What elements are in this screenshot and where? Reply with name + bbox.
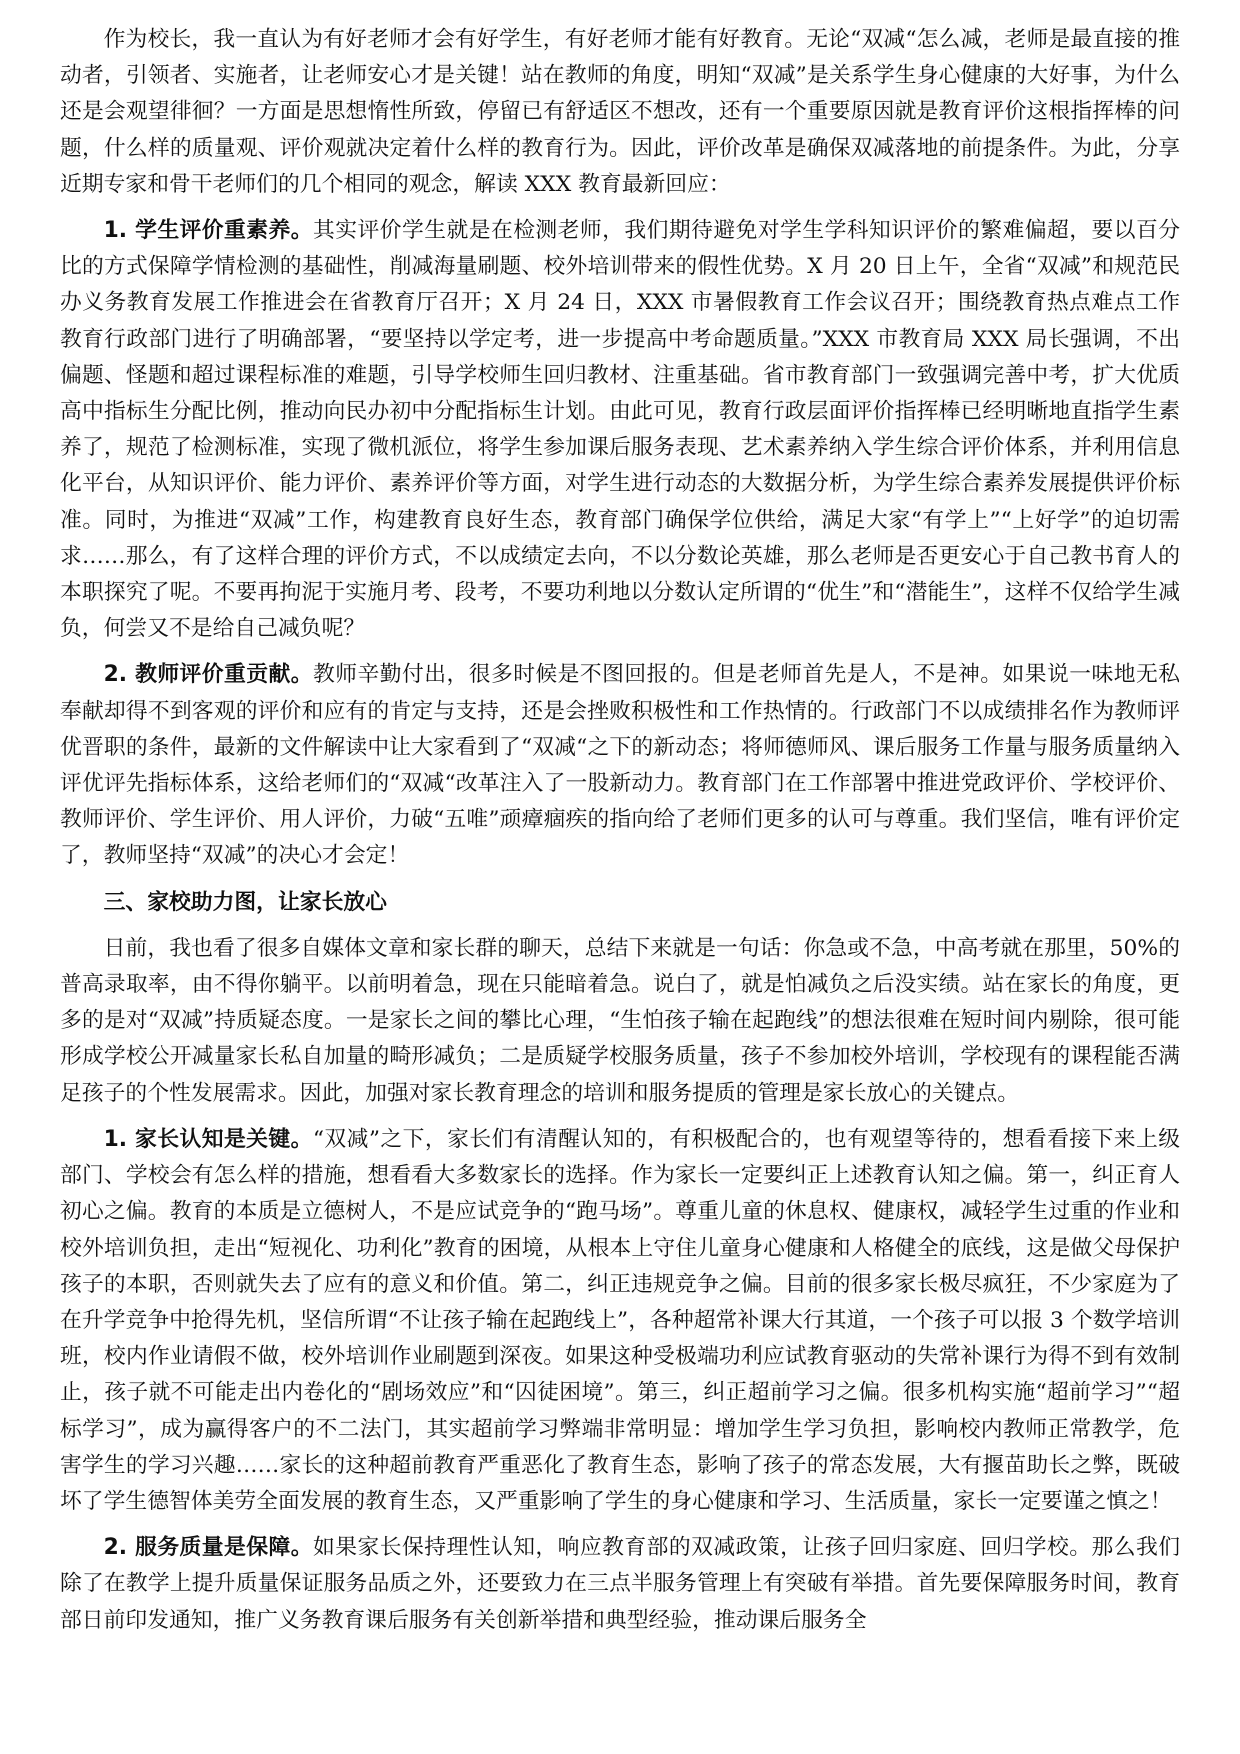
paragraph-lead: 1. 家长认知是关键。 bbox=[103, 1126, 313, 1152]
service-quality-paragraph bbox=[60, 1530, 1180, 1639]
student-evaluation-paragraph bbox=[60, 213, 1180, 647]
section-heading: 三、家校助力图，让家长放心 bbox=[103, 889, 387, 915]
paragraph-lead: 2. 教师评价重贡献。 bbox=[103, 662, 314, 688]
parent-cognition-paragraph bbox=[60, 1122, 1180, 1520]
parents-intro-paragraph bbox=[60, 931, 1180, 1112]
paragraph-text: “双减”之下，家长们有清醒认知的，有积极配合的，也有观望等待的，想看看接下来上级部门、学校会有怎么样的措施，想看看大多数家长的选择。作为家长一定要纠正上述教育认知之偏。第一，纠正育人初心之偏。教育的本质是立德树人，不是应试竞争的“跑马场”。尊重儿童的休息权、健康权，减轻学生过重的作业和校外培训负担，走出“短视化、功利化”教育的困境，从根本上守住儿童身心健康和人格健全的底线，这是做父母保护孩子的本职，否则就失去了应有的意义和价值。第二，纠正违规竞争之偏。目前的很多家长极尽疯狂，不少家庭为了在升学竞争中抢得先机，坚信所谓“不让孩子输在起跑线上”，各种超常补课大行其道，一个孩子可以报 3 个数学培训班，校内作业请假不做，校外培训作业刷题到深夜。如果这种受极端功利应试教育驱动的失常补课行为得不到有效制止，孩子就不可能走出内卷化的“剧场效应”和“囚徒困境”。第三，纠正超前学习之偏。很多机构实施“超前学习”“超标学习”，成为赢得客户的不二法门，其实超前学习弊端非常明显：增加学生学习负担，影响校内教师正常教学，危害学生的学习兴趣……家长的这种超前教育严重恶化了教育生态，影响了孩子的常态发展，大有揠苗助长之弊，既破坏了学生德智体美劳全面发展的教育生态，又严重影响了学生的身心健康和学习、生活质量，家长一定要谨之慎之！ bbox=[60, 1126, 1180, 1514]
paragraph-lead: 2. 服务质量是保障。 bbox=[103, 1535, 314, 1561]
intro-paragraph bbox=[60, 22, 1180, 203]
teacher-evaluation-paragraph bbox=[60, 657, 1180, 874]
paragraph-text: 日前，我也看了很多自媒体文章和家长群的聊天，总结下来就是一句话：你急或不急，中高考就在那里，50%的普高录取率，由不得你躺平。以前明着急，现在只能暗着急。说白了，就是怕减负之后没实绩。站在家长的角度，更多的是对“双减”持质疑态度。一是家长之间的攀比心理，“生怕孩子输在起跑线”的想法很难在短时间内剔除，很可能形成学校公开减量家长私自加量的畸形减负；二是质疑学校服务质量，孩子不参加校外培训，学校现有的课程能否满足孩子的个性发展需求。因此，加强对家长教育理念的培训和服务提质的管理是家长放心的关键点。 bbox=[60, 935, 1180, 1106]
document-page bbox=[60, 22, 1180, 1649]
paragraph-lead: 1. 学生评价重素养。 bbox=[103, 218, 314, 244]
paragraph-text: 作为校长，我一直认为有好老师才会有好学生，有好老师才能有好教育。无论“双减“怎么减，老师是最直接的推动者，引领者、实施者，让老师安心才是关键！站在教师的角度，明知“双减”是关系学生身心健康的大好事，为什么还是会观望徘徊？一方面是思想惰性所致，停留已有舒适区不想改，还有一个重要原因就是教育评价这根指挥棒的问题，什么样的质量观、评价观就决定着什么样的教育行为。因此，评价改革是确保双减落地的前提条件。为此，分享近期专家和骨干老师们的几个相同的观念，解读 XXX 教育最新回应： bbox=[60, 27, 1180, 197]
paragraph-text: 其实评价学生就是在检测老师，我们期待避免对学生学科知识评价的繁难偏超，要以百分比的方式保障学情检测的基础性，削减海量刷题、校外培训带来的假性优势。X 月 20 日上午，全省“双减”和规范民办义务教育发展工作推进会在省教育厅召开；X 月 24 日，XXX 市暑假教育工作会议召开；围绕教育热点难点工作教育行政部门进行了明确部署，“要坚持以学定考，进一步提高中考命题质量。”XXX 市教育局 XXX 局长强调，不出偏题、怪题和超过课程标准的难题，引导学校师生回归教材、注重基础。省市教育部门一致强调完善中考，扩大优质高中指标生分配比例，推动向民办初中分配指标生计划。由此可见，教育行政层面评价指挥棒已经明晰地直指学生素养了，规范了检测标准，实现了微机派位，将学生参加课后服务表现、艺术素养纳入学生综合评价体系，并利用信息化平台，从知识评价、能力评价、素养评价等方面，对学生进行动态的大数据分析，为学生综合素养发展提供评价标准。同时，为推进“双减”工作，构建教育良好生态，教育部门确保学位供给，满足大家“有学上”“上好学”的迫切需求……那么，有了这样合理的评价方式，不以成绩定去向，不以分数论英雄，那么老师是否更安心于自己教书育人的本职探究了呢。不要再拘泥于实施月考、段考，不要功利地以分数认定所谓的“优生”和“潜能生”，这样不仅给学生减负，何尝又不是给自己减负呢？ bbox=[60, 218, 1180, 642]
paragraph-text: 如果家长保持理性认知，响应教育部的双减政策，让孩子回归家庭、回归学校。那么我们除了在教学上提升质量保证服务品质之外，还要致力在三点半服务管理上有突破有举措。首先要保障服务时间，教育部日前印发通知，推广义务教育课后服务有关创新举措和典型经验，推动课后服务全 bbox=[60, 1535, 1180, 1633]
paragraph-text: 教师辛勤付出，很多时候是不图回报的。但是老师首先是人，不是神。如果说一味地无私奉献却得不到客观的评价和应有的肯定与支持，还是会挫败积极性和工作热情的。行政部门不以成绩排名作为教师评优晋职的条件，最新的文件解读中让大家看到了“双减“之下的新动态；将师德师风、课后服务工作量与服务质量纳入评优评先指标体系，这给老师们的“双减“改革注入了一股新动力。教育部门在工作部署中推进党政评价、学校评价、教师评价、学生评价、用人评价，力破“五唯”顽瘴痼疾的指向给了老师们更多的认可与尊重。我们坚信，唯有评价定了，教师坚持“双减”的决心才会定！ bbox=[60, 662, 1180, 869]
